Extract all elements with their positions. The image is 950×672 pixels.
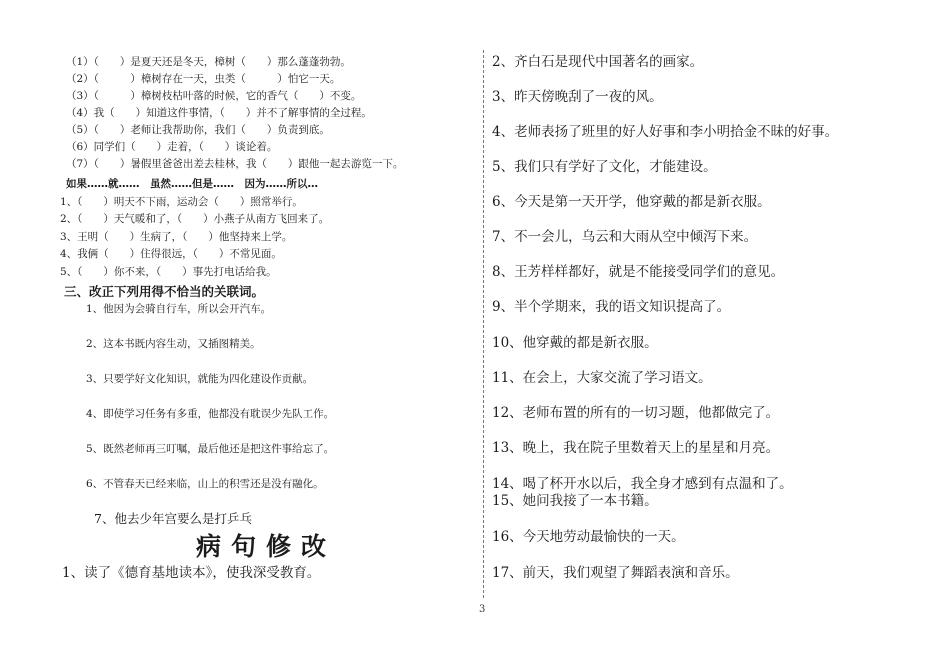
sick-sentence-12: 12、老师布置的所有的一切习题，他都做完了。 (492, 405, 780, 421)
sick-sentence-title: 病句修改 (196, 532, 337, 561)
fill2-line-4: 4、我俩（ ）住得很远，（ ）不常见面。 (60, 248, 282, 260)
section3-item-7: 7、他去少年宫要么是打乒乓 (94, 511, 252, 526)
section3-item-4: 4、即使学习任务有多重，他都没有耽误少先队工作。 (86, 408, 335, 420)
sick-sentence-16: 16、今天地劳动最愉快的一天。 (492, 529, 685, 545)
section3-item-1: 1、他因为会骑自行车，所以会开汽车。 (86, 303, 272, 315)
section3-heading: 三、改正下列用得不恰当的关联词。 (64, 284, 265, 299)
fill1-line-2: （2）（ ）樟树存在一天，虫类（ ）怕它一天。 (66, 73, 341, 85)
sick-sentence-11: 11、在会上，大家交流了学习语文。 (492, 370, 712, 386)
sick-sentence-3: 3、昨天傍晚刮了一夜的风。 (492, 89, 663, 105)
sick-sentence-8: 8、王芳样样都好，就是不能接受同学们的意见。 (492, 264, 785, 280)
fill1-line-7: （7）（ ）暑假里爸爸出差去桂林，我（ ）跟他一起去游览一下。 (66, 158, 404, 170)
fill2-line-2: 2、（ ）天气暖和了，（ ）小燕子从南方飞回来了。 (60, 213, 330, 225)
sick-sentence-7: 7、不一会儿，乌云和大雨从空中倾泻下来。 (492, 229, 758, 245)
sick-sentence-1: 1、读了《德育基地读本》，使我深受教育。 (62, 565, 321, 581)
fill1-line-5: （5）（ ）老师让我帮助你，我们（ ）负责到底。 (66, 124, 330, 136)
sick-sentence-6: 6、今天是第一天开学，他穿戴的都是新衣服。 (492, 194, 771, 210)
section3-item-3: 3、只要学好文化知识，就能为四化建设作贡献。 (86, 373, 314, 385)
page-number: 3 (479, 604, 486, 615)
sick-sentence-2: 2、齐白石是现代中国著名的画家。 (492, 54, 704, 70)
sick-sentence-14: 14、喝了杯开水以后，我全身才感到有点温和了。 (492, 476, 793, 492)
column-divider (483, 50, 484, 598)
sick-sentence-15: 15、她问我接了一本书籍。 (492, 493, 658, 509)
sick-sentence-5: 5、我们只有学好了文化，才能建设。 (492, 159, 717, 175)
sick-sentence-4: 4、老师表扬了班里的好人好事和李小明拾金不昧的好事。 (492, 124, 839, 140)
fill1-line-4: （4）我（ ）知道这件事情，（ ）并不了解事情的全过程。 (66, 107, 372, 119)
fill1-line-1: （1）（ ）是夏天还是冬天，樟树（ ）那么蓬蓬勃勃。 (66, 56, 351, 68)
sick-sentence-13: 13、晚上，我在院子里数着天上的星星和月亮。 (492, 440, 780, 456)
fill2-line-1: 1、（ ）明天不下雨，运动会（ ）照常举行。 (60, 196, 303, 208)
fill2-line-5: 5、（ ）你不来，（ ）事先打电话给我。 (60, 266, 277, 278)
fill1-line-6: （6）同学们（ ）走着，（ ）谈论着。 (66, 141, 278, 153)
fill2-line-3: 3、王明（ ）生病了，（ ）他坚持来上学。 (60, 231, 293, 243)
sick-sentence-17: 17、前天，我们观望了舞蹈表演和音乐。 (492, 565, 739, 581)
sick-sentence-10: 10、他穿戴的都是新衣服。 (492, 335, 658, 351)
section3-item-2: 2、这本书既内容生动，又插图精美。 (86, 338, 261, 350)
conjunction-options: 如果……就…… 虽然……但是…… 因为……所以… (66, 178, 318, 190)
section3-item-6: 6、不管春天已经来临，山上的积雪还是没有融化。 (86, 478, 324, 490)
section3-item-5: 5、既然老师再三叮嘱，最后他还是把这件事给忘了。 (86, 443, 335, 455)
sick-sentence-9: 9、半个学期来，我的语文知识提高了。 (492, 299, 731, 315)
fill1-line-3: （3）（ ）樟树枝枯叶落的时候，它的香气（ ）不变。 (66, 90, 362, 102)
